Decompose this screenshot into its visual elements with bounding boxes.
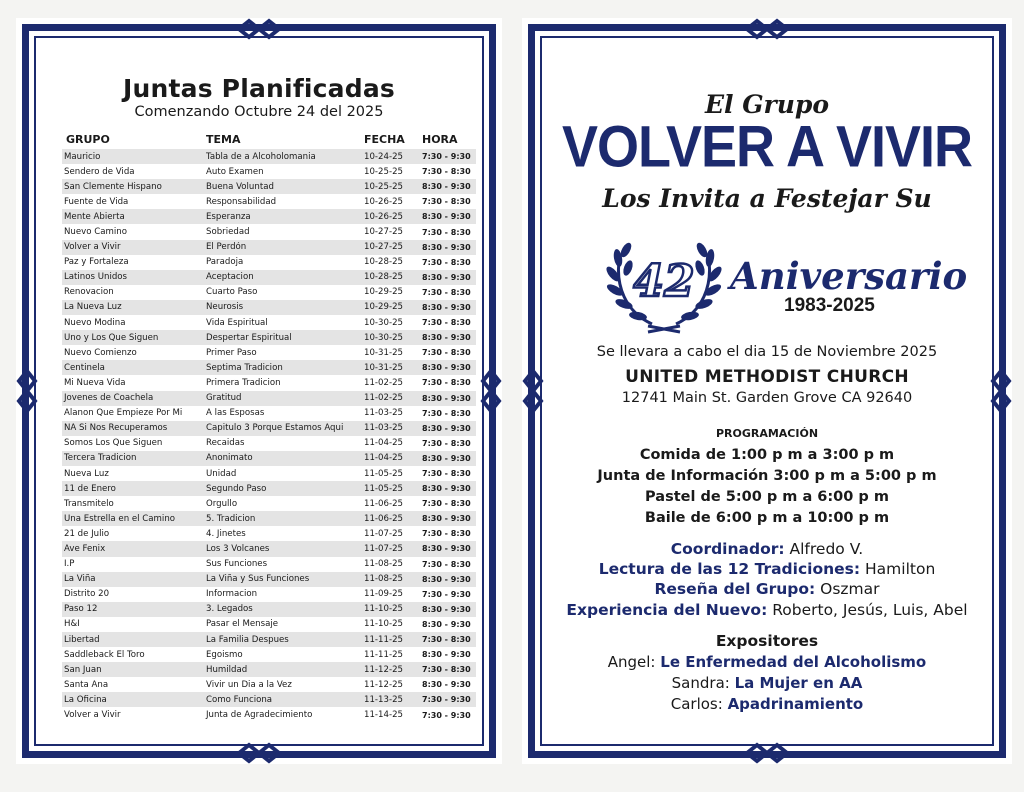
row-hora: 7:30 - 9:30	[422, 710, 471, 720]
row-hora: 7:30 - 8:30	[422, 287, 471, 297]
row-fecha: 10-26-25	[364, 211, 404, 222]
role-label: Experiencia del Nuevo:	[566, 601, 768, 619]
row-hora: 7:30 - 8:30	[422, 408, 471, 418]
row-hora: 7:30 - 8:30	[422, 167, 471, 177]
row-hora: 8:30 - 9:30	[422, 544, 471, 554]
row-tema: Aceptacion	[206, 272, 254, 283]
schedule-row	[62, 406, 476, 421]
row-fecha: 11-03-25	[364, 423, 404, 434]
row-grupo: Nuevo Comienzo	[64, 347, 137, 358]
aniversario-heading: Aniversario	[730, 254, 968, 298]
row-grupo: Centinela	[64, 362, 105, 373]
row-fecha: 11-03-25	[364, 408, 404, 419]
row-grupo: Renovacion	[64, 287, 114, 298]
schedule-row	[62, 572, 476, 587]
row-grupo: Saddleback El Toro	[64, 649, 145, 660]
schedule-row	[62, 451, 476, 466]
top-knot-ornament	[745, 18, 789, 40]
schedule-row	[62, 375, 476, 390]
program-item: Baile de 6:00 p m a 10:00 p m	[644, 510, 890, 526]
row-hora: 8:30 - 9:30	[422, 484, 471, 494]
el-grupo-heading: El Grupo	[704, 90, 830, 119]
row-hora: 7:30 - 8:30	[422, 378, 471, 388]
row-grupo: Una Estrella en el Camino	[64, 513, 176, 524]
row-fecha: 10-27-25	[364, 242, 404, 253]
schedule-row	[62, 617, 476, 632]
schedule-title: Juntas Planificadas	[122, 74, 395, 103]
schedule-row	[62, 255, 476, 270]
row-tema: Paradoja	[206, 257, 244, 268]
schedule-row	[62, 647, 476, 662]
row-fecha: 10-29-25	[364, 302, 404, 313]
row-tema: Cuarto Paso	[206, 287, 258, 298]
role-line	[522, 540, 1012, 558]
row-tema: Vida Espiritual	[206, 317, 268, 328]
row-tema: Tabla de a Alcoholomania	[206, 151, 316, 162]
row-hora: 8:30 - 9:30	[422, 393, 471, 403]
row-hora: 7:30 - 9:30	[422, 695, 471, 705]
row-tema: Buena Voluntad	[206, 181, 274, 192]
role-value: Roberto, Jesús, Luis, Abel	[767, 601, 968, 619]
row-hora: 8:30 - 9:30	[422, 242, 471, 252]
schedule-row	[62, 632, 476, 647]
schedule-row	[62, 677, 476, 692]
row-fecha: 11-07-25	[364, 528, 404, 539]
row-tema: Vivir un Dia a la Vez	[206, 679, 292, 690]
schedule-row	[62, 541, 476, 556]
expositores-title: Expositores	[715, 632, 819, 650]
row-tema: Como Funciona	[206, 694, 273, 705]
schedule-row	[62, 436, 476, 451]
schedule-row	[62, 557, 476, 572]
row-fecha: 10-27-25	[364, 227, 404, 238]
schedule-row	[62, 285, 476, 300]
row-grupo: 11 de Enero	[64, 483, 116, 494]
schedule-row	[62, 360, 476, 375]
right-knot-ornament	[480, 369, 502, 413]
row-tema: La Familia Despues	[206, 634, 289, 645]
row-hora: 7:30 - 8:30	[422, 227, 471, 237]
row-tema: Egoismo	[206, 649, 243, 660]
row-fecha: 11-12-25	[364, 679, 404, 690]
row-grupo: Volver a Vivir	[64, 710, 121, 721]
row-hora: 7:30 - 9:30	[422, 152, 471, 162]
role-label: Coordinador:	[670, 540, 785, 558]
row-tema: Primer Paso	[206, 347, 257, 358]
row-tema: Sobriedad	[206, 227, 250, 238]
row-hora: 7:30 - 8:30	[422, 318, 471, 328]
expositor-name: Carlos:	[670, 695, 723, 713]
row-fecha: 11-04-25	[364, 438, 404, 449]
row-tema: Orgullo	[206, 498, 238, 509]
bottom-knot-ornament	[745, 742, 789, 764]
schedule-row	[62, 345, 476, 360]
role-line	[522, 601, 1012, 619]
row-fecha: 11-09-25	[364, 589, 404, 600]
row-fecha: 11-06-25	[364, 513, 404, 524]
expositor-topic: Apadrinamiento	[727, 695, 864, 713]
header-grupo: GRUPO	[66, 133, 110, 146]
row-hora: 7:30 - 8:30	[422, 197, 471, 207]
row-grupo: Fuente de Vida	[64, 196, 129, 207]
row-grupo: Paso 12	[64, 604, 98, 615]
laurel-wreath-icon	[604, 224, 724, 336]
row-tema: Anonimato	[206, 453, 253, 464]
expositor-topic: Le Enfermedad del Alcoholismo	[660, 653, 927, 671]
row-grupo: Alanon Que Empieze Por Mi	[64, 408, 183, 419]
row-grupo: San Juan	[64, 664, 102, 675]
row-grupo: Nueva Luz	[64, 468, 109, 479]
row-tema: Recaidas	[206, 438, 245, 449]
row-hora: 8:30 - 9:30	[422, 650, 471, 660]
expositor-topic: La Mujer en AA	[734, 674, 863, 692]
row-grupo: La Oficina	[64, 694, 107, 705]
row-fecha: 11-05-25	[364, 468, 404, 479]
row-tema: Gratitud	[206, 393, 242, 404]
row-tema: Responsabilidad	[206, 196, 277, 207]
row-grupo: Nuevo Camino	[64, 227, 127, 238]
schedule-row	[62, 692, 476, 707]
row-fecha: 11-10-25	[364, 604, 404, 615]
row-hora: 8:30 - 9:30	[422, 574, 471, 584]
expositor-name: Sandra:	[671, 674, 730, 692]
row-tema: A las Esposas	[206, 408, 265, 419]
row-grupo: Distrito 20	[64, 589, 110, 600]
schedule-row	[62, 391, 476, 406]
row-hora: 8:30 - 9:30	[422, 302, 471, 312]
row-fecha: 10-28-25	[364, 272, 404, 283]
schedule-row	[62, 587, 476, 602]
row-fecha: 10-31-25	[364, 347, 404, 358]
church-address: 12741 Main St. Garden Grove CA 92640	[621, 390, 913, 406]
row-grupo: Transmitelo	[64, 498, 114, 509]
row-grupo: Libertad	[64, 634, 100, 645]
header-fecha: FECHA	[364, 133, 405, 146]
schedule-row	[62, 194, 476, 209]
schedule-row	[62, 224, 476, 239]
row-tema: Pasar el Mensaje	[206, 619, 279, 630]
row-fecha: 10-30-25	[364, 332, 404, 343]
role-value: Oszmar	[815, 580, 880, 598]
row-grupo: Ave Fenix	[64, 543, 106, 554]
schedule-row	[62, 330, 476, 345]
row-fecha: 11-14-25	[364, 710, 404, 721]
row-grupo: NA Si Nos Recuperamos	[64, 423, 168, 434]
schedule-row	[62, 466, 476, 481]
row-grupo: Somos Los Que Siguen	[64, 438, 163, 449]
row-tema: Humildad	[206, 664, 248, 675]
schedule-table	[62, 128, 476, 723]
program-item: Pastel de 5:00 p m a 6:00 p m	[645, 489, 889, 505]
schedule-row	[62, 240, 476, 255]
expositor-line	[522, 695, 1012, 713]
row-tema: La Viña y Sus Funciones	[206, 574, 310, 585]
row-fecha: 11-02-25	[364, 377, 404, 388]
row-tema: 5. Tradicion	[206, 513, 256, 524]
row-hora: 7:30 - 8:30	[422, 635, 471, 645]
schedule-row	[62, 526, 476, 541]
row-hora: 8:30 - 9:30	[422, 514, 471, 524]
row-tema: Sus Funciones	[206, 559, 268, 570]
role-label: Lectura de las 12 Tradiciones:	[598, 560, 861, 578]
row-tema: Informacion	[206, 589, 258, 600]
invitation-line: Los Invita a Festejar Su	[602, 184, 932, 213]
row-grupo: La Nueva Luz	[64, 302, 122, 313]
row-fecha: 11-10-25	[364, 619, 404, 630]
schedule-row	[62, 300, 476, 315]
role-line	[522, 560, 1012, 578]
row-hora: 8:30 - 9:30	[422, 604, 471, 614]
row-fecha: 11-11-25	[364, 634, 404, 645]
row-hora: 8:30 - 9:30	[422, 680, 471, 690]
row-tema: Neurosis	[206, 302, 244, 313]
row-grupo: Nuevo Modina	[64, 317, 126, 328]
row-tema: El Perdón	[206, 242, 247, 253]
schedule-row	[62, 209, 476, 224]
row-hora: 7:30 - 8:30	[422, 348, 471, 358]
invitation-panel	[522, 18, 1012, 764]
row-grupo: Mi Nueva Vida	[64, 377, 126, 388]
row-grupo: Sendero de Vida	[64, 166, 135, 177]
bottom-knot-ornament	[237, 742, 281, 764]
role-line	[522, 580, 1012, 598]
row-fecha: 11-11-25	[364, 649, 404, 660]
row-grupo: Santa Ana	[64, 679, 109, 690]
row-grupo: I.P	[64, 559, 75, 570]
group-name-banner: VOLVER A VIVIR	[561, 114, 973, 180]
row-tema: Unidad	[206, 468, 237, 479]
schedule-body	[62, 149, 476, 723]
row-tema: Capitulo 3 Porque Estamos Aqui	[206, 423, 344, 434]
anniversary-number: 42	[633, 256, 695, 307]
row-tema: Los 3 Volcanes	[206, 543, 270, 554]
header-hora: HORA	[422, 133, 458, 146]
programacion-title: PROGRAMACIÓN	[715, 427, 819, 440]
row-tema: Esperanza	[206, 211, 251, 222]
row-fecha: 11-02-25	[364, 393, 404, 404]
schedule-row	[62, 149, 476, 164]
row-grupo: 21 de Julio	[64, 528, 110, 539]
row-hora: 8:30 - 9:30	[422, 212, 471, 222]
schedule-row	[62, 496, 476, 511]
schedule-row	[62, 179, 476, 194]
row-tema: Junta de Agradecimiento	[206, 710, 313, 721]
row-hora: 7:30 - 8:30	[422, 438, 471, 448]
top-knot-ornament	[237, 18, 281, 40]
row-hora: 7:30 - 8:30	[422, 499, 471, 509]
schedule-row	[62, 511, 476, 526]
row-fecha: 11-04-25	[364, 453, 404, 464]
church-name: UNITED METHODIST CHURCH	[625, 367, 909, 387]
row-fecha: 10-28-25	[364, 257, 404, 268]
row-hora: 8:30 - 9:30	[422, 619, 471, 629]
row-fecha: 11-12-25	[364, 664, 404, 675]
event-date-line: Se llevara a cabo el dia 15 de Noviembre 2025	[596, 344, 938, 360]
schedule-row	[62, 315, 476, 330]
row-fecha: 10-25-25	[364, 181, 404, 192]
row-tema: Auto Examen	[206, 166, 264, 177]
schedule-row	[62, 270, 476, 285]
row-grupo: Jovenes de Coachela	[64, 393, 154, 404]
row-grupo: Volver a Vivir	[64, 242, 121, 253]
row-tema: Despertar Espiritual	[206, 332, 292, 343]
program-item: Junta de Información 3:00 p m a 5:00 p m	[597, 468, 937, 484]
schedule-row	[62, 707, 476, 722]
row-tema: Segundo Paso	[206, 483, 267, 494]
role-label: Reseña del Grupo:	[654, 580, 816, 598]
years-range: 1983-2025	[784, 295, 875, 316]
row-hora: 7:30 - 8:30	[422, 257, 471, 267]
row-hora: 7:30 - 8:30	[422, 469, 471, 479]
row-hora: 7:30 - 8:30	[422, 529, 471, 539]
row-hora: 7:30 - 9:30	[422, 589, 471, 599]
row-fecha: 11-07-25	[364, 543, 404, 554]
row-grupo: La Viña	[64, 574, 96, 585]
expositor-name: Angel:	[607, 653, 656, 671]
row-fecha: 10-31-25	[364, 362, 404, 373]
header-tema: TEMA	[206, 133, 241, 146]
row-fecha: 11-08-25	[364, 559, 404, 570]
schedule-row	[62, 602, 476, 617]
row-fecha: 10-30-25	[364, 317, 404, 328]
row-fecha: 11-05-25	[364, 483, 404, 494]
row-hora: 8:30 - 9:30	[422, 182, 471, 192]
schedule-header-row	[62, 128, 476, 146]
row-fecha: 11-13-25	[364, 694, 404, 705]
row-hora: 7:30 - 8:30	[422, 559, 471, 569]
schedule-row	[62, 421, 476, 436]
row-hora: 8:30 - 9:30	[422, 453, 471, 463]
schedule-subtitle: Comenzando Octubre 24 del 2025	[134, 104, 384, 120]
row-tema: 3. Legados	[206, 604, 253, 615]
row-grupo: Mente Abierta	[64, 211, 125, 222]
row-hora: 8:30 - 9:30	[422, 333, 471, 343]
row-grupo: Paz y Fortaleza	[64, 257, 129, 268]
schedule-row	[62, 662, 476, 677]
row-hora: 8:30 - 9:30	[422, 363, 471, 373]
row-fecha: 10-24-25	[364, 151, 404, 162]
row-grupo: San Clemente Hispano	[64, 181, 162, 192]
row-hora: 7:30 - 8:30	[422, 665, 471, 675]
expositor-line	[522, 674, 1012, 692]
expositor-line	[522, 653, 1012, 671]
schedule-panel	[16, 18, 502, 764]
row-grupo: Mauricio	[64, 151, 101, 162]
role-value: Hamilton	[860, 560, 936, 578]
row-grupo: Uno y Los Que Siguen	[64, 332, 159, 343]
program-item: Comida de 1:00 p m a 3:00 p m	[639, 447, 895, 463]
row-hora: 8:30 - 9:30	[422, 423, 471, 433]
row-grupo: Tercera Tradicion	[64, 453, 137, 464]
schedule-row	[62, 164, 476, 179]
row-tema: Primera Tradicion	[206, 377, 281, 388]
row-fecha: 10-26-25	[364, 196, 404, 207]
left-knot-ornament	[16, 369, 38, 413]
row-grupo: Latinos Unidos	[64, 272, 128, 283]
row-fecha: 11-08-25	[364, 574, 404, 585]
row-tema: Septima Tradicion	[206, 362, 283, 373]
row-fecha: 10-29-25	[364, 287, 404, 298]
row-hora: 8:30 - 9:30	[422, 272, 471, 282]
row-grupo: H&I	[64, 619, 80, 630]
row-fecha: 11-06-25	[364, 498, 404, 509]
row-fecha: 10-25-25	[364, 166, 404, 177]
schedule-row	[62, 481, 476, 496]
role-value: Alfredo V.	[784, 540, 864, 558]
row-tema: 4. Jinetes	[206, 528, 246, 539]
